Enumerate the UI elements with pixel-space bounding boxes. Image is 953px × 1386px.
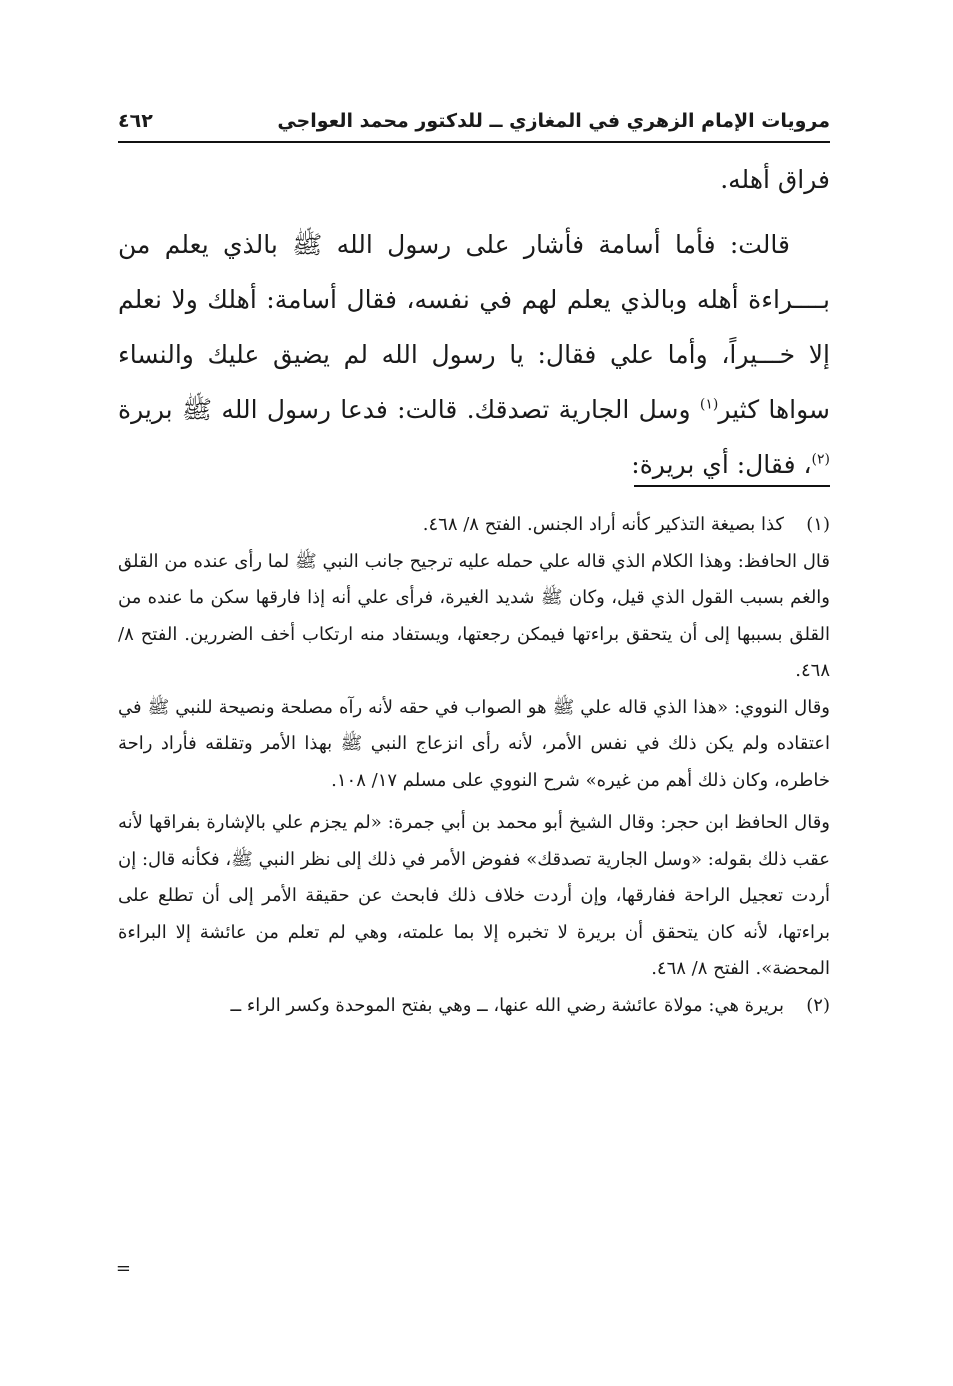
main-paragraph-1: فراق أهله. <box>720 165 830 194</box>
running-title: مرويات الإمام الزهري في المغازي ــ للدكتور محمد العواجي <box>277 110 830 132</box>
footnote-1-line-1: كذا بصيغة التذكير كأنه أراد الجنس. الفتح ٨/ ٤٦٨. <box>422 514 784 535</box>
main-paragraph-2 <box>118 217 830 492</box>
footnote-2 <box>118 988 830 1025</box>
footnotes <box>118 507 830 1024</box>
footnote-2-text: بريرة هي: مولاة عائشة رضي الله عنها، ــ وهي بفتح الموحدة وكسر الراء ــ <box>230 994 784 1016</box>
footnote-ref-1: (١) <box>699 396 719 413</box>
footnote-1-continuation <box>118 544 830 988</box>
footnote-1-number: (١) <box>806 514 830 535</box>
running-header <box>118 104 830 138</box>
continuation-mark: = <box>115 1258 131 1279</box>
footnote-2-body <box>118 988 784 1025</box>
footnote-divider <box>634 485 830 487</box>
header-divider <box>118 141 830 143</box>
main-paragraph-2-part-c: ، فقال: أي بريرة: <box>631 450 812 479</box>
footnote-1 <box>118 507 830 544</box>
main-text <box>118 152 830 492</box>
footnote-1-paragraph-4: وقال الحافظ ابن حجر: وقال الشيخ أبو محمد بن أبي جمرة: «لم يجزم علي بالإشارة بفراقها لأنه عقب ذلك بقوله: «وسل الجارية تصدقك» ففوض الأمر في ذلك إلى نظر النبي ﷺ، فكأنه قال: إن أردت تعجيل الراحة ففارقها، وإن أردت خلاف ذلك فابحث عن حقيقة الأمر إلى أن تطلع على براءتها، لأنه كان يتحقق أن بريرة لا تخبره إلا بما علمته، وهي لم تعلم من عائشة إلا البراءة المحضة». الفتح ٨/ ٤٦٨. <box>118 812 830 979</box>
footnote-1-body <box>118 507 784 544</box>
footnote-ref-2: (٢) <box>811 451 830 468</box>
footnote-1-paragraph-2: قال الحافظ: وهذا الكلام الذي قاله علي حمله عليه ترجيح جانب النبي ﷺ لما رأى عنده من القلق والغم بسبب القول الذي قيل، وكان ﷺ شديد الغيرة، فرأى علي أنه إذا فارقها سكن ما عنده من القلق بسببها إلى أن يتحقق براءتها فيمكن رجعتها، ويستفاد منه ارتكاب أخف الضررين. الفتح ٨/ ٤٦٨. <box>118 550 830 681</box>
main-paragraph-2-part-b: وسل الجارية تصدقك. قالت: فدعا رسول الله ﷺ بريرة <box>118 395 700 424</box>
main-paragraph-2-part-a: قالت: فأما أسامة فأشار على رسول الله ﷺ بالذي يعلم من بــــراءة أهله وبالذي يعلم لهم في نفسه، فقال أسامة: أهلك ولا نعلم إلا خـــيراً، وأما علي فقال: يا رسول الله لم يضيق عليك والنساء سواها كثير <box>118 230 830 424</box>
footnote-1-paragraph-3: وقال النووي: «هذا الذي قاله علي ﷺ هو الصواب في حقه لأنه رآه مصلحة ونصيحة للنبي ﷺ في اعتقاده ولم يكن ذلك في نفس الأمر، لأنه رأى انزعاج النبي ﷺ بهذا الأمر وتقلقه فأراد راحة خاطره، وكان ذلك أهم من غيره» شرح النووي على مسلم ١٧/ ١٠٨. <box>118 696 830 791</box>
footnote-2-number: (٢) <box>806 994 830 1016</box>
page-number: ٤٦٢ <box>118 110 153 132</box>
